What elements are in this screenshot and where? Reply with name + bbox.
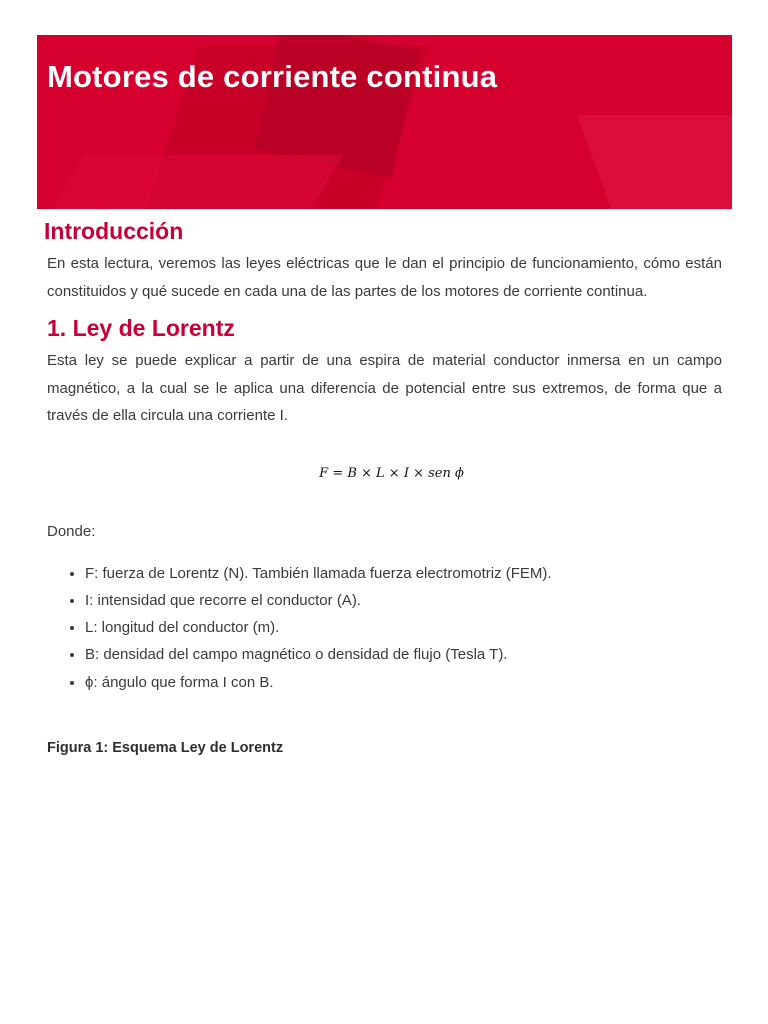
list-item: • B: densidad del campo magnético o densidad de flujo (Tesla T).	[85, 641, 722, 668]
list-item: • F: fuerza de Lorentz (N). También llamada fuerza electromotriz (FEM).	[85, 560, 722, 587]
intro-paragraph: En esta lectura, veremos las leyes eléctricas que le dan el principio de funcionamiento, cómo están constituidos y qué sucede en cada una de las partes de los motores de corriente continua.	[47, 255, 722, 300]
lorentz-formula: F = B × L × I × sen ϕ	[319, 465, 464, 481]
donde-label: Donde:	[47, 522, 96, 540]
header-banner	[37, 35, 732, 209]
section-heading-lorentz: 1. Ley de Lorentz	[47, 315, 235, 341]
banner-decoration	[577, 115, 732, 209]
list-item: • L: longitud del conductor (m).	[85, 614, 722, 641]
list-item: • ϕ: ángulo que forma I con B.	[85, 669, 722, 696]
definitions-list	[47, 560, 722, 696]
list-item: • I: intensidad que recorre el conductor (A).	[85, 587, 722, 614]
lorentz-paragraph: Esta ley se puede explicar a partir de una espira de material conductor inmersa en un campo magnético, a la cual se le aplica una diferencia de potencial entre sus extremos, de forma que a través de ella circula una corriente I.	[47, 352, 722, 424]
main-content	[44, 212, 722, 756]
figure-caption: Figura 1: Esquema Ley de Lorentz	[47, 739, 284, 756]
banner-decoration	[37, 155, 343, 209]
page-title: Motores de corriente continua	[47, 59, 498, 94]
intro-heading: Introducción	[44, 218, 184, 244]
